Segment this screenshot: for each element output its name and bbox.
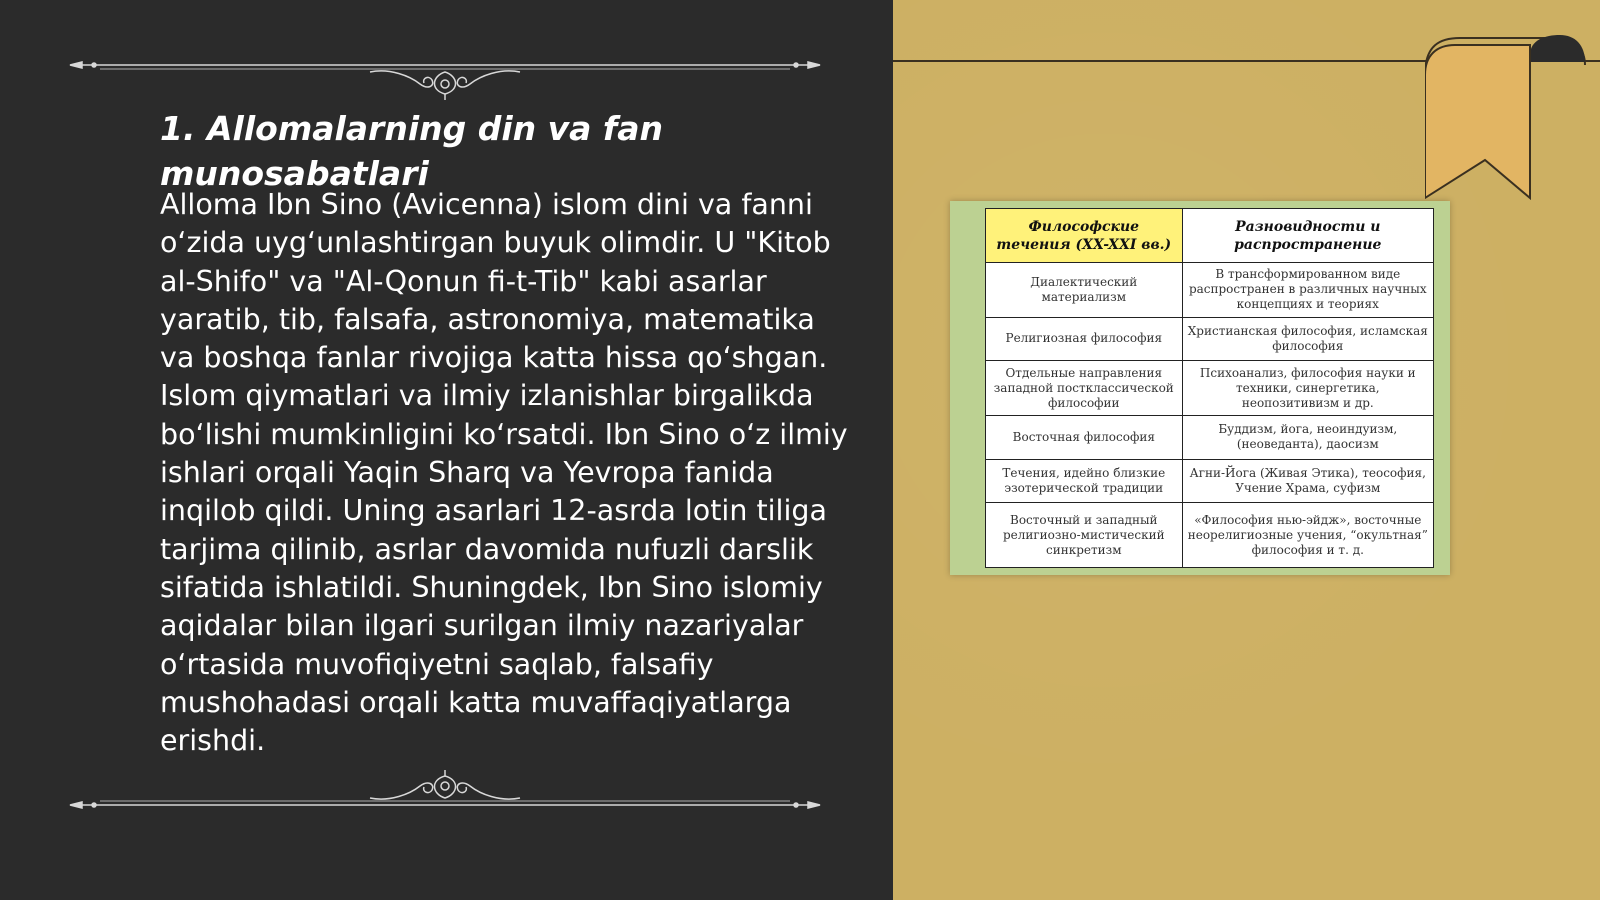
table-cell: Течения, идейно близкие эзотерической традиции — [986, 459, 1183, 503]
table-row — [986, 361, 1434, 416]
table-cell: Диалектический материализм — [986, 263, 1183, 318]
table-cell: Религиозная философия — [986, 317, 1183, 361]
table-cell: Христианская философия, исламская философия — [1182, 317, 1433, 361]
table-header-cell: Философские течения (XX-XXI вв.) — [986, 209, 1183, 263]
slide-body-text: Alloma Ibn Sino (Avicenna) islom dini va fanni oʻzida uygʻunlashtirgan buyuk olimdir. U "Kitob al-Shifo" va "Al-Qonun fi-t-Tib" kabi asarlar yaratib, tib, falsafa, astronomiya, matematika va boshqa fanlar rivojiga katta hissa qoʻshgan. Islom qiymatlari va ilmiy izlanishlar birgalikda boʻlishi mumkinligini koʻrsatdi. Ibn Sino oʻz ilmiy ishlari orqali Yaqin Sharq va Yevropa fanida inqilob qildi. Uning asarlari 12-asrda lotin tiliga tarjima qilinib, asrlar davomida nufuzli darslik sifatida ishlatildi. Shuningdek, Ibn Sino islomiy aqidalar bilan ilgari surilgan ilmiy nazariyalar oʻrtasida muvofiqiyetni saqlab, falsafiy mushohadasi orqali katta muvaffaqiyatlarga erishdi. — [160, 188, 848, 758]
table-cell: Буддизм, йога, неоиндуизм, (неоведанта), даосизм — [1182, 415, 1433, 459]
table-row — [986, 263, 1434, 318]
philosophy-table — [985, 208, 1434, 568]
slide-title: 1. Allomalarning din va fan munosabatlari — [160, 109, 664, 193]
table-header-cell: Разновидности и распространение — [1182, 209, 1433, 263]
table-cell: Восточная философия — [986, 415, 1183, 459]
table-row — [986, 317, 1434, 361]
ornament-divider-top-icon — [60, 40, 830, 100]
ornament-divider-bottom-icon — [60, 770, 830, 830]
table-cell: Отдельные направления западной постклассической философии — [986, 361, 1183, 416]
philosophy-table-card — [950, 201, 1450, 575]
table-cell: Психоанализ, философия науки и техники, синергетика, неопозитивизм и др. — [1182, 361, 1433, 416]
table-row — [986, 459, 1434, 503]
table-row — [986, 503, 1434, 568]
bookmark-ribbon-icon — [1425, 30, 1595, 200]
table-row — [986, 415, 1434, 459]
table-cell: «Философия нью-эйдж», восточные неорелигиозные учения, “окультная” философия и т. д. — [1182, 503, 1433, 568]
table-header-row — [986, 209, 1434, 263]
table-cell: Восточный и западный религиозно-мистический синкретизм — [986, 503, 1183, 568]
table-cell: В трансформированном виде распространен в различных научных концепциях и теориях — [1182, 263, 1433, 318]
table-cell: Агни-Йога (Живая Этика), теософия, Учение Храма, суфизм — [1182, 459, 1433, 503]
